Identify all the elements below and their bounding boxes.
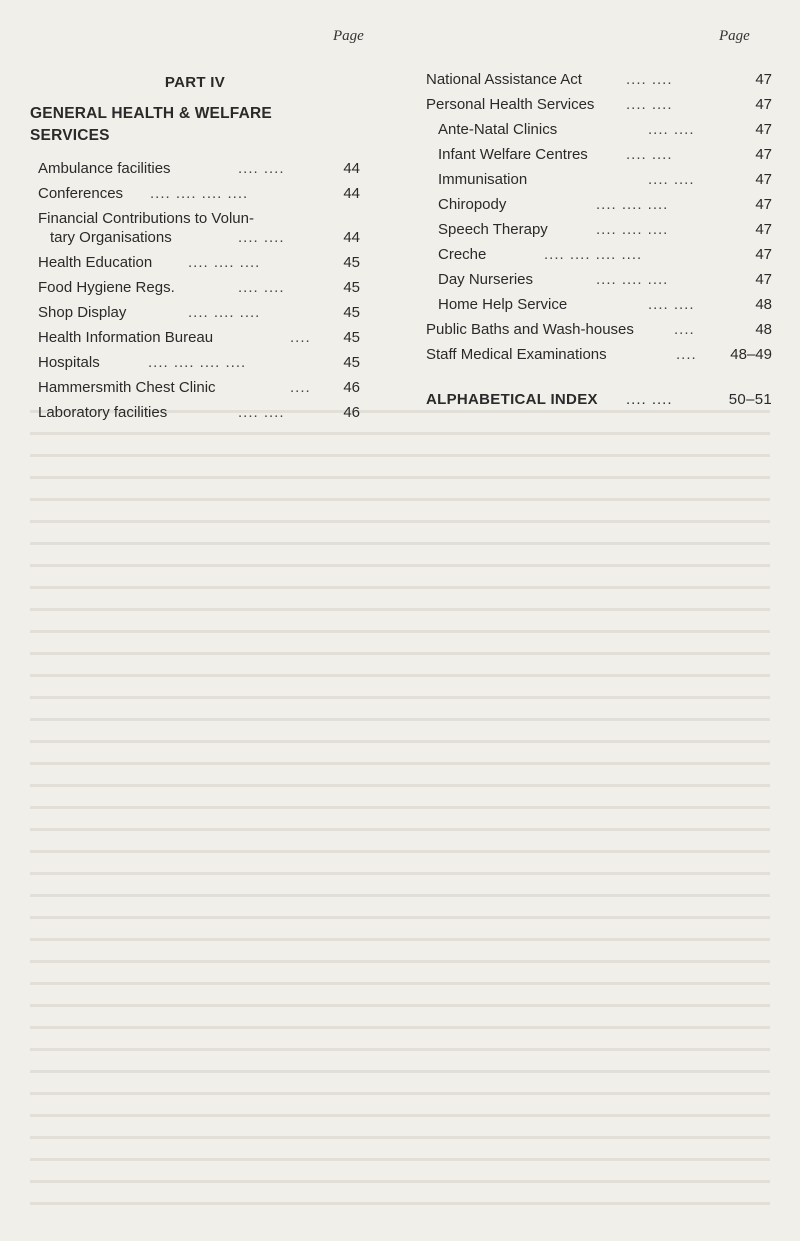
toc-entry [38,253,360,272]
page-column-label-right: Page [719,28,750,44]
toc-entry [426,270,772,289]
toc-leader-dots: .... .... .... [188,304,261,321]
toc-entry-label: National Assistance Act [426,71,582,88]
toc-leader-dots: .... .... [626,96,673,113]
toc-entry-label: Public Baths and Wash-houses [426,321,634,338]
toc-entry [38,378,360,397]
toc-entry-page: 44 [343,160,360,177]
toc-entry-page: 47 [755,121,772,138]
toc-entry-page: 44 [343,185,360,202]
toc-entry-page: 47 [755,71,772,88]
toc-entry-label: Ante-Natal Clinics [438,121,558,138]
toc-entry-label: Food Hygiene Regs. [38,279,175,296]
toc-entry [426,245,772,264]
toc-entry-label-line2: tary Organisations [50,229,172,246]
toc-entry-label: Laboratory facilities [38,404,168,421]
toc-entry [38,328,360,347]
toc-entry-label: Hospitals [38,354,100,371]
toc-entry [426,195,772,214]
toc-entry [426,295,772,314]
toc-right-column [426,70,772,410]
toc-leader-dots: .... .... .... .... [148,354,247,371]
toc-entry [426,320,772,339]
toc-entry [38,278,360,297]
index-page: 50–51 [728,391,772,408]
toc-entry [38,184,360,203]
toc-entry-label: Creche [438,246,487,263]
page-column-label-left: Page [333,28,364,44]
toc-entry-label: Chiropody [438,196,507,213]
toc-entry-label: Home Help Service [438,296,568,313]
toc-leader-dots: .... [290,379,311,396]
toc-entry-page: 45 [343,254,360,271]
toc-leader-dots: .... [676,346,697,363]
toc-entry-page: 47 [755,96,772,113]
toc-entry-label: Ambulance facilities [38,160,171,177]
toc-entry-page: 47 [755,221,772,238]
toc-leader-dots: .... .... [238,279,285,296]
toc-entry [426,120,772,139]
toc-leader-dots: .... [290,329,311,346]
toc-entry [426,220,772,239]
bleed-through-text [30,400,770,1220]
toc-leader-dots: .... .... .... .... [544,246,643,263]
toc-entry-label: Personal Health Services [426,96,595,113]
toc-leader-dots: .... .... [238,229,285,246]
toc-entry-label: Conferences [38,185,124,202]
toc-entry-label-line1: Financial Contributions to Volun- [38,210,254,227]
toc-entry [38,303,360,322]
toc-leader-dots: .... .... .... [188,254,261,271]
toc-entry-label: Health Information Bureau [38,329,214,346]
toc-entry-page: 47 [755,146,772,163]
toc-entry [426,70,772,89]
toc-leader-dots: .... .... [648,296,695,313]
toc-leader-dots: .... .... [626,71,673,88]
toc-leader-dots: .... .... .... [596,196,669,213]
toc-entry [426,145,772,164]
toc-entry [38,159,360,178]
toc-leader-dots: .... .... .... [596,271,669,288]
alphabetical-index-entry [426,390,772,410]
toc-entry-page: 48 [755,296,772,313]
toc-entry [426,95,772,114]
section-heading-line1: GENERAL HEALTH & WELFARE [30,105,272,122]
toc-entry-label: Shop Display [38,304,127,321]
toc-entry-page: 45 [343,279,360,296]
toc-entry [426,170,772,189]
index-title: ALPHABETICAL INDEX [426,391,598,408]
toc-entry [426,345,772,364]
toc-entry-page: 47 [755,246,772,263]
toc-entry-page: 48–49 [730,346,772,363]
toc-entry-page: 47 [755,196,772,213]
toc-entry-page: 45 [343,329,360,346]
toc-entry-page: 47 [755,171,772,188]
part-heading: PART IV [164,74,226,91]
toc-leader-dots: .... .... [648,171,695,188]
toc-entry-label: Speech Therapy [438,221,548,238]
toc-leader-dots: .... .... [626,391,673,408]
toc-entry-page: 45 [343,304,360,321]
toc-entry-label: Staff Medical Examinations [426,346,607,363]
toc-entry-label: Immunisation [438,171,528,188]
toc-left-column [30,70,360,428]
toc-entry-label: Health Education [38,254,153,271]
toc-entry-label: Day Nurseries [438,271,534,288]
toc-leader-dots: .... .... [648,121,695,138]
toc-entry [38,209,360,247]
toc-leader-dots: .... [674,321,695,338]
toc-leader-dots: .... .... [238,404,285,421]
section-heading [30,103,360,147]
toc-entry-page: 47 [755,271,772,288]
toc-entry-label: Infant Welfare Centres [438,146,588,163]
toc-leader-dots: .... .... [238,160,285,177]
toc-entry [38,403,360,422]
toc-entry [38,353,360,372]
toc-entry-page: 46 [343,404,360,421]
toc-entry-page: 46 [343,379,360,396]
toc-entry-label: Hammersmith Chest Clinic [38,379,216,396]
toc-leader-dots: .... .... .... [596,221,669,238]
toc-entry-page: 45 [343,354,360,371]
toc-leader-dots: .... .... .... .... [150,185,249,202]
section-heading-line2: SERVICES [30,127,110,144]
toc-leader-dots: .... .... [626,146,673,163]
toc-entry-page: 44 [343,229,360,246]
toc-entry-page: 48 [755,321,772,338]
